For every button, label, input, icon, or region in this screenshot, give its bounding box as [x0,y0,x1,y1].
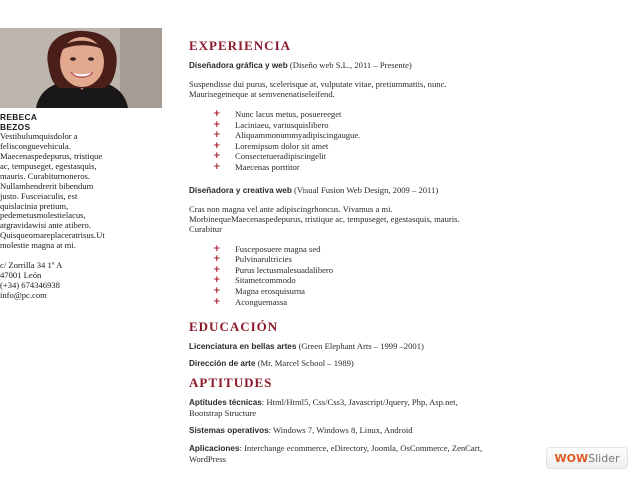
job-bullets [189,244,629,308]
skill-detail: Interchange ecommerce, eDirectory, Joomla, OsCommerce, ZenCart, [244,443,483,454]
list-item-text: Loremipsum dolor sit amet [235,140,329,151]
job-bullets [189,109,629,173]
contact-info [0,261,162,301]
list-item-text: Laciniaeu, variusquislibero [235,119,329,130]
list-item-text: Aconguemassa [235,296,288,307]
bio-line: Quisqueornareplaceratrisus.Ut [0,230,105,241]
job-description [189,204,629,234]
list-item [189,162,629,173]
desc-line: Cras non magna vel ante adipiscingrhoncus. Vivamus a mi. [189,203,393,214]
watermark-part2: Slider [588,451,620,465]
desc-line: Maurisegetneque at semvenenatiseleifend. [189,89,335,99]
bio-line: mauris. Curabiturnoneros. [0,170,90,181]
name-last: BEZOS [0,121,31,132]
job-role: Diseñadora gráfica y web [189,61,288,70]
main-content [189,38,629,471]
profile-photo [0,28,162,108]
skill-detail: Windows 7, Windows 8, Linux, Android [273,425,413,436]
list-item [189,297,629,308]
bio-line: Nullamhendrerit bibendum [0,180,94,191]
list-item-text: Consectetueradipiscingelit [235,151,327,162]
list-item-text: Purus lectusmalesuadalibero [235,264,334,275]
plus-icon: + [213,151,221,162]
education-section [189,319,629,369]
bio-line: felisconguevehicula. [0,141,71,152]
list-item [189,275,629,286]
skill-separator: : [268,425,272,436]
skill-label: Sistemas operativos [189,426,269,436]
list-item [189,109,629,120]
plus-icon: + [213,130,221,141]
plus-icon: + [213,285,221,296]
job-entry [189,185,629,308]
job-title [189,60,629,71]
education-label: Licenciatura en bellas artes [189,342,297,352]
job-detail: (Visual Fusion Web Design, 2009 – 2011) [294,184,439,195]
skill-detail: WordPress [189,454,227,465]
list-item-text: Maecenas porttitor [235,161,300,172]
experience-heading: EXPERIENCIA [189,38,292,53]
job-detail: (Diseño web S.L., 2011 – Presente) [289,60,412,70]
plus-icon: + [213,140,221,151]
name-first: REBECA [0,112,38,122]
city: 47001 León [0,269,42,280]
bio-line: Vestibulumquisdolor a [0,131,78,142]
list-item-text: Nunc lacus metus, posuereeget [235,109,342,119]
bio-line: atgravidawisi ante atibero. [0,220,91,231]
list-item [189,151,629,162]
list-item [189,286,629,297]
bio-line: ac, tempuseget, egestasquis, [0,160,97,171]
address: c/ Zorrilla 34 1º A [0,260,63,271]
phone: (+34) 674346938 [0,279,60,290]
plus-icon: + [213,264,221,275]
list-item [189,130,629,141]
list-item [189,254,629,265]
skill-label: Aptitudes técnicas [189,398,262,408]
bio-line: molestie magna at mi. [0,240,76,251]
skill-separator: : [239,443,242,454]
list-item-text: Fusceposuere magna sed [235,243,321,254]
skill-item [189,425,629,436]
watermark-part1: WOW [554,451,589,465]
education-detail: (Mr. Marcel School – 1989) [257,358,354,369]
education-detail: (Green Elephant Arts – 1999 –2001) [298,341,424,352]
bio-line: quislacinia pretium, [0,200,69,211]
list-item [189,141,629,152]
plus-icon: + [213,243,221,254]
education-item [189,358,629,369]
list-item-text: Sitametcommodo [235,275,296,286]
job-title [189,185,629,196]
education-item [189,341,629,352]
plus-icon: + [213,119,221,130]
job-role: Diseñadora y creativa web [189,185,292,195]
skill-label: Aplicaciones [189,444,240,454]
list-item-text: Pulvinarultricies [235,254,292,265]
plus-icon: + [213,275,221,286]
list-item-text: Magna erosquisurna [235,285,305,296]
skill-separator: : [261,397,265,408]
job-entry [189,60,629,173]
desc-line: MorbinequeMaecenaspedepurus, tristique ac, tempuseget, egestasquis, mauris. [189,213,460,224]
desc-line: Suspendisse dui purus, scelerisque at, vulputate vitae, pretiummattis, nunc. [189,79,447,89]
plus-icon: + [213,296,221,307]
education-heading: EDUCACIÓN [189,319,279,335]
bio [0,132,162,251]
email: info@pc.com [0,289,47,300]
desc-line: Curabitur [189,223,222,234]
skill-detail: Bootstrap Structure [189,408,257,419]
education-label: Dirección de arte [189,359,256,369]
job-description [189,79,629,99]
wowslider-watermark[interactable] [546,447,628,469]
skills-heading: APTITUDES [189,375,273,391]
bio-line: Maecenaspedepurus, tristique [0,151,103,161]
skill-detail: Html/Html5, Css/Css3, Javascript/Jquery, Php, Asp.net, [266,397,458,408]
sidebar [0,113,162,301]
list-item [189,244,629,255]
plus-icon: + [213,254,221,265]
portrait-image [0,28,162,108]
bio-line: pedemetusmolestielacus, [0,210,86,221]
skill-item [189,397,629,418]
list-item [189,120,629,131]
bio-line: justo. Fusceiaculis, est [0,190,78,201]
list-item-text: Aliquammonummyadipiscingaugue. [235,130,361,141]
plus-icon: + [213,109,221,119]
list-item [189,265,629,276]
plus-icon: + [213,161,221,172]
